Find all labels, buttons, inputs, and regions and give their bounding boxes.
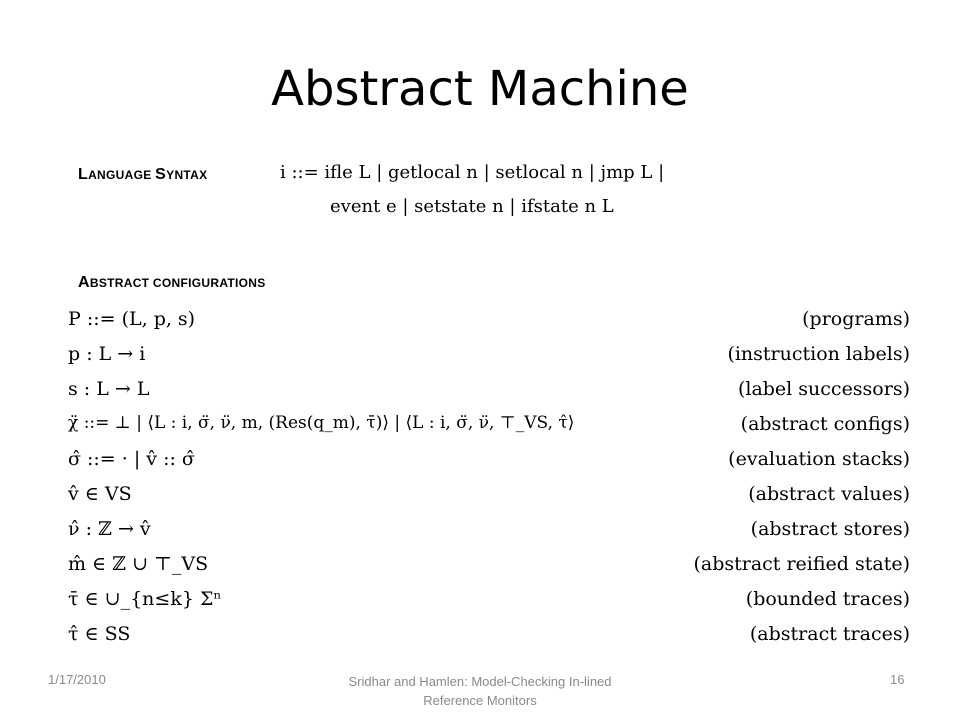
configuration-definition: χ̈ ::= ⊥ | ⟨L : i, σ̈, ν̈, m, (Res(q_m), τ̄)⟩ | ⟨L : i, σ̈, ν̈, ⊤_VS, τ̂⟩ bbox=[68, 413, 575, 433]
abstract-configurations-heading bbox=[78, 274, 266, 292]
configuration-row bbox=[68, 553, 910, 587]
configuration-row bbox=[68, 343, 910, 377]
configuration-description: (abstract reified state) bbox=[693, 553, 910, 575]
configuration-row bbox=[68, 483, 910, 517]
heading-initial: A bbox=[78, 274, 90, 291]
configuration-row bbox=[68, 588, 910, 622]
configuration-row bbox=[68, 518, 910, 552]
configuration-description: (programs) bbox=[802, 308, 910, 330]
language-syntax-heading bbox=[78, 166, 207, 184]
configuration-description: (abstract traces) bbox=[749, 623, 910, 645]
configuration-row bbox=[68, 308, 910, 342]
heading-initial: L bbox=[78, 166, 89, 183]
footer-date: 1/17/2010 bbox=[48, 672, 106, 687]
configuration-row bbox=[68, 413, 910, 447]
syntax-line-1: i ::= ifle L | getlocal n | setlocal n | jmp L | bbox=[280, 162, 665, 183]
slide-title: Abstract Machine bbox=[271, 61, 689, 117]
configuration-definition: s : L → L bbox=[68, 378, 150, 400]
configuration-description: (abstract values) bbox=[748, 483, 910, 505]
configuration-description: (instruction labels) bbox=[727, 343, 910, 365]
syntax-line-2: event e | setstate n | ifstate n L bbox=[330, 196, 614, 217]
footer-page-number: 16 bbox=[890, 672, 905, 687]
configuration-row bbox=[68, 623, 910, 657]
heading-initial-2: S bbox=[155, 166, 167, 183]
configuration-definition: p : L → i bbox=[68, 343, 146, 365]
heading-rest: ANGUAGE bbox=[88, 168, 156, 182]
configuration-description: (abstract configs) bbox=[740, 413, 910, 435]
footer-center-text: Sridhar and Hamlen: Model-Checking In-lined Reference Monitors bbox=[348, 674, 612, 708]
configuration-definition: τ̂ ∈ SS bbox=[68, 623, 131, 645]
configuration-definition: m̂ ∈ ℤ ∪ ⊤_VS bbox=[68, 553, 209, 575]
configuration-definition: P ::= (L, p, s) bbox=[68, 308, 196, 330]
configuration-definition: σ̂ ::= · | v̂ :: σ̂ bbox=[68, 448, 195, 470]
heading-rest-2: YNTAX bbox=[166, 168, 208, 182]
configuration-definition: v̂ ∈ VS bbox=[68, 483, 132, 505]
configuration-description: (evaluation stacks) bbox=[728, 448, 910, 470]
configuration-description: (label successors) bbox=[737, 378, 910, 400]
configuration-row bbox=[68, 378, 910, 412]
configuration-definition: ν̂ : ℤ → v̂ bbox=[68, 518, 151, 540]
configuration-description: (abstract stores) bbox=[750, 518, 910, 540]
configuration-row bbox=[68, 448, 910, 482]
heading-rest: BSTRACT CONFIGURATIONS bbox=[89, 276, 266, 290]
configuration-definition: τ̄ ∈ ∪_{n≤k} Σⁿ bbox=[68, 588, 222, 610]
configuration-description: (bounded traces) bbox=[745, 588, 910, 610]
